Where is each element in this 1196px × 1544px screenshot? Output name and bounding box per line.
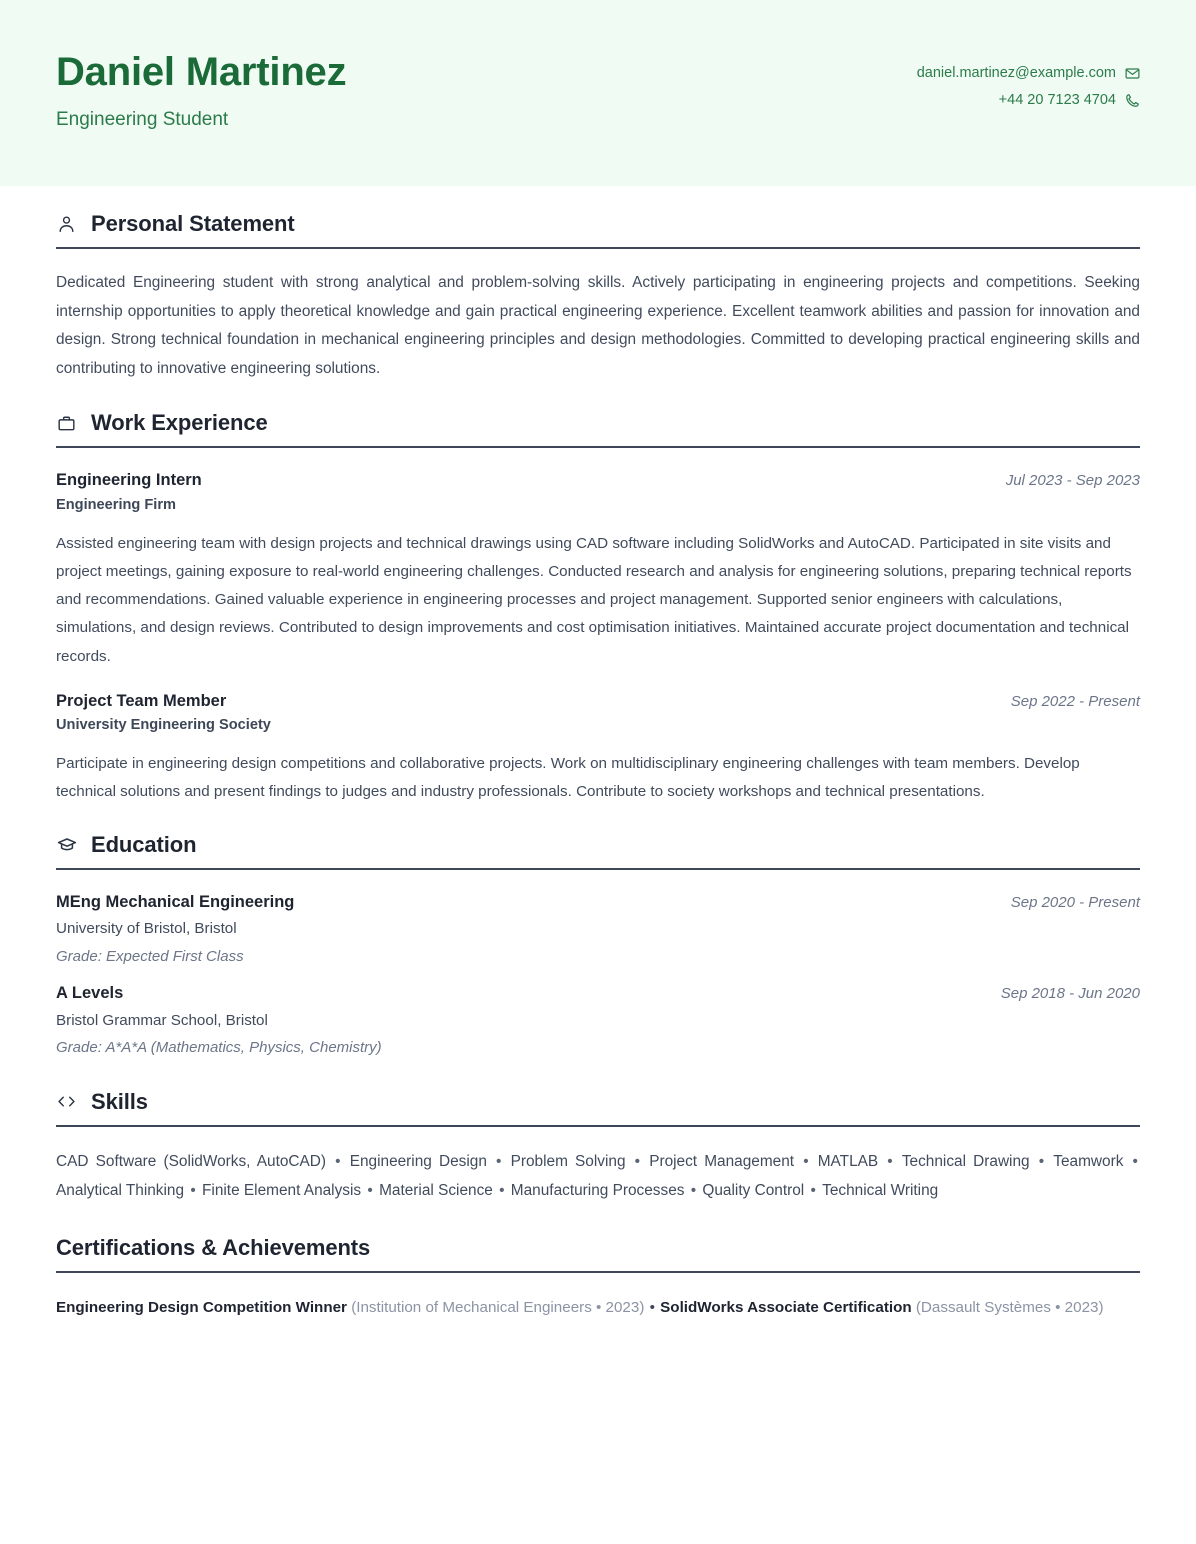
section-divider [56, 1125, 1140, 1127]
work-dates: Jul 2023 - Sep 2023 [1005, 472, 1140, 490]
work-description: Assisted engineering team with design projects and technical drawings using CAD software including SolidWorks and AutoCAD. Participated in site visits and project meetings, gaining exposure to real-world engineering challenges. Conducted research and analysis for engineering solutions, preparing technical reports and recommendations. Gained valuable experience in engineering processes and project management. Supported senior engineers with calculations, simulations, and design reviews. Contributed to design improvements and cost optimisation initiatives. Maintained accurate project documentation and technical records. [56, 535, 1132, 665]
skill-item: Technical Writing [822, 1182, 939, 1200]
education-institution: Bristol Grammar School, Bristol [56, 1011, 268, 1029]
skill-separator: • [494, 1182, 509, 1200]
work-entry-header [56, 468, 1140, 493]
work-company: Engineering Firm [56, 497, 177, 514]
header-identity [56, 46, 346, 132]
work-dates: Sep 2022 - Present [1010, 692, 1140, 710]
section-title: Education [91, 831, 197, 857]
skill-item: Technical Drawing [901, 1153, 1030, 1171]
education-dates: Sep 2018 - Jun 2020 [1000, 984, 1140, 1002]
skill-separator: • [1125, 1153, 1138, 1171]
certification-separator: • [645, 1298, 660, 1316]
envelope-icon [1125, 66, 1140, 81]
section-divider [56, 1271, 1140, 1273]
education-dates: Sep 2020 - Present [1010, 893, 1140, 911]
work-role: Engineering Intern [56, 471, 202, 490]
education-grade: Grade: A*A*A (Mathematics, Physics, Chemistry) [56, 1038, 382, 1056]
skill-item: Material Science [379, 1182, 493, 1200]
skill-item: Project Management [649, 1153, 795, 1171]
skill-separator: • [186, 1182, 200, 1200]
section-title: Skills [91, 1088, 148, 1114]
section-divider [56, 247, 1140, 249]
section-title: Work Experience [91, 410, 268, 436]
contact-block [917, 46, 1140, 116]
personal-statement-text: Dedicated Engineering student with strong analytical and problem-solving skills. Actively participating in engineering projects and competitions. Seeking internship opportunities to apply theoretical knowledge and gain practical engineering experience. Excellent teamwork abilities and passion for innovation and design. Strong technical foundation in mechanical engineering principles and design methodologies. Committed to developing practical engineering skills and contributing to innovative engineering solutions. [56, 274, 1140, 377]
skill-separator: • [328, 1153, 348, 1171]
certification-meta: (Institution of Mechanical Engineers • 2023) [346, 1298, 645, 1316]
certification-meta: (Dassault Systèmes • 2023) [911, 1298, 1104, 1316]
code-icon [56, 1091, 77, 1112]
section-header [56, 1090, 1140, 1114]
work-entry [56, 468, 1140, 670]
contact-email[interactable] [917, 62, 1140, 85]
skills-list [56, 1147, 1140, 1206]
resume-body [0, 186, 1196, 1356]
work-entry-header [56, 689, 1140, 714]
skill-item: Quality Control [702, 1182, 805, 1200]
page-title: Daniel Martinez [56, 50, 347, 94]
skill-separator: • [1031, 1153, 1052, 1171]
skill-item: MATLAB [817, 1153, 879, 1171]
work-entry [56, 689, 1140, 807]
education-entry [56, 890, 1140, 969]
skill-separator: • [686, 1182, 701, 1200]
education-institution: University of Bristol, Bristol [56, 920, 237, 938]
graduation-cap-icon [56, 834, 77, 855]
section-divider [56, 868, 1140, 870]
skill-item: Problem Solving [510, 1153, 626, 1171]
phone-icon [1125, 93, 1140, 108]
certifications-list [56, 1293, 1140, 1323]
section-header [56, 411, 1140, 435]
contact-email-text: daniel.martinez@example.com [916, 65, 1116, 81]
skill-item: Finite Element Analysis [202, 1182, 362, 1200]
certification-name: SolidWorks Associate Certification [660, 1298, 912, 1316]
section-divider [56, 446, 1140, 448]
section-work-experience [56, 411, 1140, 806]
section-header [56, 1236, 1140, 1260]
education-degree: A Levels [56, 983, 124, 1002]
briefcase-icon [56, 413, 77, 434]
skill-item: Analytical Thinking [56, 1182, 185, 1200]
education-entry-header [56, 890, 1140, 915]
education-entry [56, 981, 1140, 1060]
skill-item: Teamwork [1053, 1153, 1124, 1171]
section-personal-statement [56, 212, 1140, 383]
skill-item: CAD Software (SolidWorks, AutoCAD) [56, 1153, 327, 1171]
skill-separator: • [796, 1153, 816, 1171]
skill-separator: • [806, 1182, 821, 1200]
work-role: Project Team Member [56, 691, 227, 710]
certification-name: Engineering Design Competition Winner [56, 1298, 347, 1316]
skill-separator: • [363, 1182, 378, 1200]
contact-phone-text: +44 20 7123 4704 [998, 92, 1116, 109]
section-skills [56, 1090, 1140, 1206]
skill-separator: • [880, 1153, 900, 1171]
work-description: Participate in engineering design competitions and collaborative projects. Work on multidisciplinary engineering challenges with team members. Develop technical solutions and present findings to judges and industry professionals. Contribute to society workshops and technical presentations. [56, 755, 1080, 801]
section-education [56, 833, 1140, 1060]
education-entry-header [56, 981, 1140, 1006]
person-icon [56, 214, 77, 235]
header-subtitle: Engineering Student [56, 108, 229, 130]
section-certifications [56, 1236, 1140, 1323]
section-title: Certifications & Achievements [56, 1234, 371, 1260]
education-grade: Grade: Expected First Class [56, 947, 244, 965]
resume-header [0, 0, 1196, 186]
section-title: Personal Statement [91, 211, 295, 236]
contact-phone[interactable] [917, 89, 1140, 112]
section-header [56, 833, 1140, 857]
education-degree: MEng Mechanical Engineering [56, 892, 295, 911]
skill-separator: • [488, 1153, 509, 1171]
skill-item: Manufacturing Processes [510, 1182, 685, 1200]
skill-item: Engineering Design [349, 1153, 487, 1171]
work-company: University Engineering Society [56, 717, 271, 734]
section-header [56, 212, 1140, 236]
skill-separator: • [627, 1153, 648, 1171]
